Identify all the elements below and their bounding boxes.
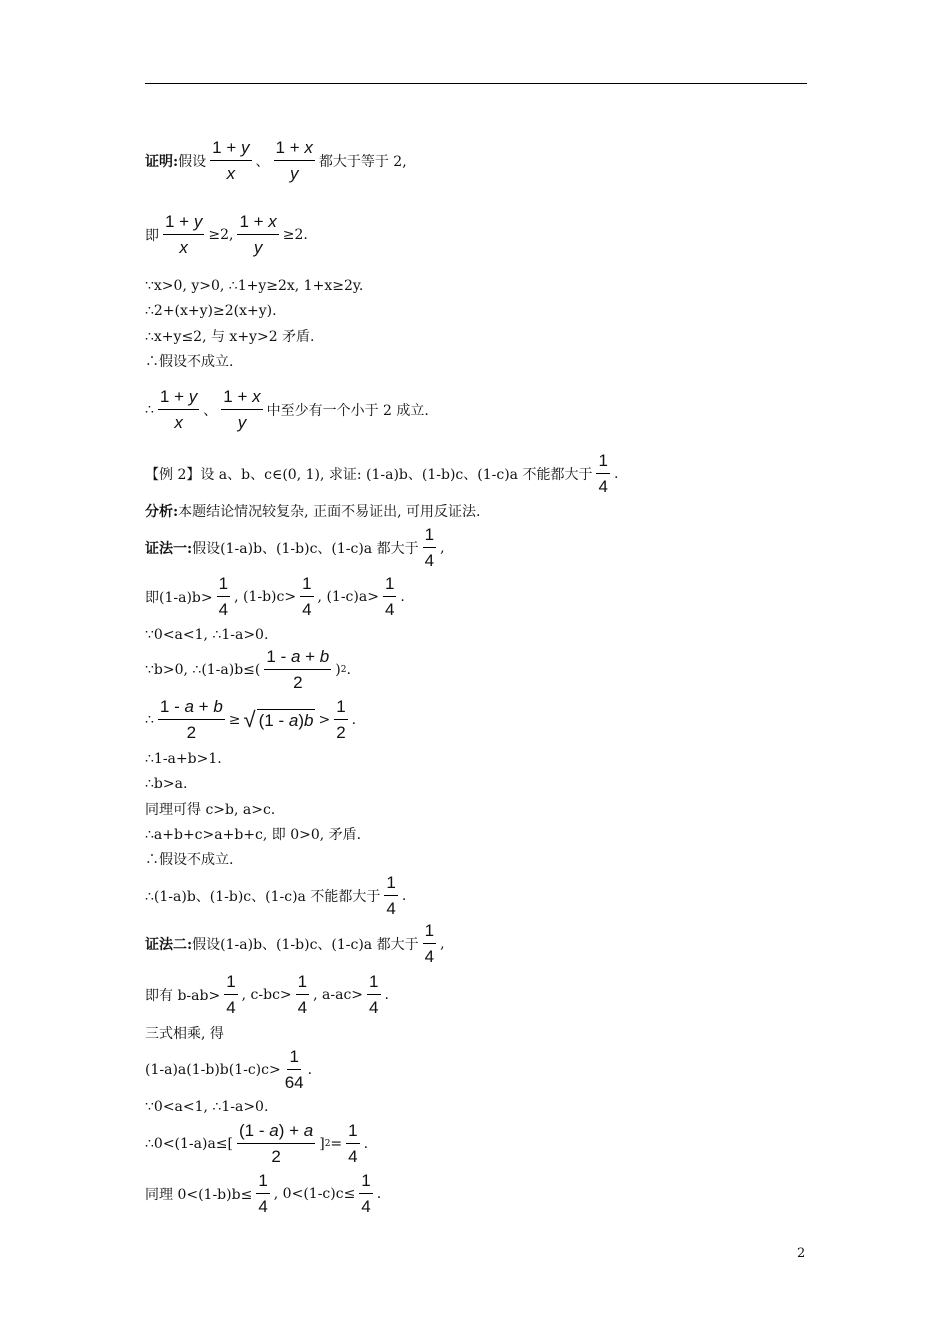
method-1-label: 证法一: [145,541,193,557]
fraction-quarter [383,574,396,619]
frac-den: 2 [271,1147,281,1166]
method-2-assumption [145,922,445,966]
frac-den: 4 [302,600,312,619]
method-2-inequalities [145,973,389,1017]
frac-den: 4 [369,998,379,1017]
frac-num-var: x [252,387,261,407]
similar-bounds-line [145,1172,381,1216]
frac-num-a: 1 - [266,647,291,667]
proof-line: ∵x>0, y>0, ∴1+y≥2x, 1+x≥2y. [145,278,364,294]
frac-den: 4 [361,1197,371,1216]
plus: + [193,697,214,717]
text: ∴ [145,712,154,728]
frac-den: y [237,413,247,432]
text: , a-ac> [313,987,364,1003]
frac-num: 1 [300,574,313,597]
text: . [346,662,351,678]
example-2-statement [145,452,618,496]
superscript: 2 [324,1139,331,1149]
frac-num: 1 [346,1121,359,1144]
frac-num: 1 [423,525,436,548]
text: . [363,1136,369,1152]
text: . [351,712,357,728]
frac-den: y [289,164,299,183]
frac-num-var: x [304,138,313,158]
frac-den: 4 [258,1197,268,1216]
text: . [401,888,407,904]
frac-den: 2 [186,723,197,742]
frac-den: 4 [348,1147,358,1166]
paren: ) [298,711,304,730]
frac-num: 1 [224,972,237,995]
fraction-1ma-plus-a-over-2 [237,1121,315,1166]
frac-num-var: y [193,212,203,232]
fraction-quarter [596,451,609,496]
frac-num: 1 [256,1171,269,1194]
text: 本题结论情况较复杂, 正面不易证出, 可用反证法. [178,504,481,520]
proof-line: ∵0<a<1, ∴1-a>0. [145,627,269,643]
fraction-quarter [346,1121,359,1166]
frac-den: 4 [384,600,395,619]
separator: 、 [255,154,270,170]
method-1-inequalities [145,575,405,619]
plus: + [300,647,320,667]
proof-line: ∴b>a. [145,776,188,792]
frac-num-a: 1 + [239,212,269,232]
frac-den: 4 [386,899,396,918]
fraction-quarter [384,873,397,918]
text: , (1-c)a> [317,589,379,605]
fraction-1-over-64 [285,1047,304,1092]
fraction-1ma-plus-b-over-2 [264,647,331,692]
fraction-quarter [217,574,230,619]
proof-line: ∴a+b+c>a+b+c, 即 0>0, 矛盾. [145,827,362,843]
fraction-quarter [359,1171,372,1216]
frac-num: 1 [383,574,396,597]
text: ≥ [228,712,241,728]
fraction-quarter [296,972,309,1017]
superscript: 2 [340,665,347,675]
text: 假设(1-a)b、(1-b)c、(1-c)a 都大于 [192,937,419,953]
frac-num-var: y [241,138,250,158]
frac-den: 4 [218,600,229,619]
text: 假设(1-a)b、(1-b)c、(1-c)a 都大于 [192,541,419,557]
method-2-bound [145,1122,368,1166]
var-a: a [290,647,301,667]
proof-line: ∴1-a+b>1. [145,751,222,767]
paren-close: ) [278,1121,285,1141]
var-b: b [303,711,314,730]
frac-num: 1 [423,921,436,944]
paren-open: (1 - [239,1121,270,1141]
plus: + [284,1121,304,1141]
var-b: b [319,647,330,667]
frac-num-a: 1 + [159,387,189,407]
text: > [318,712,331,728]
analysis-label: 分析: [145,504,179,520]
fraction-quarter [423,921,436,966]
frac-den: 4 [598,477,608,496]
radical-sign: √ [243,707,256,732]
text: , [440,540,445,556]
text: ∴(1-a)b、(1-b)c、(1-c)a 不能都大于 [145,889,381,905]
frac-den: 4 [297,998,308,1017]
fraction-quarter [367,972,380,1017]
frac-den: 4 [424,551,435,570]
frac-num: 1 [334,697,347,720]
fraction-1px-over-y [221,387,262,432]
frac-num-a: 1 + [275,138,305,158]
var-a: a [269,1121,279,1141]
frac-num-a: 1 + [165,212,194,232]
frac-num: 1 [217,574,230,597]
text: ) [335,662,341,678]
text: , 0<(1-c)c≤ [273,1186,356,1202]
fraction-1ma-plus-b-over-2 [158,697,225,742]
text: ∴0<(1-a)a≤[ [145,1136,233,1152]
method-1-conclusion [145,874,406,918]
product-line [145,1048,312,1092]
text: 即有 b-ab> [145,988,221,1004]
frac-den: 4 [226,998,236,1017]
proof-label: 证明: [145,154,179,170]
text: , c-bc> [241,987,292,1003]
text: ∴ [145,402,154,418]
frac-den: 2 [293,673,303,692]
frac-num: 1 [359,1171,372,1194]
proof-intro-line [145,139,407,183]
method-1-assumption [145,526,445,570]
inequality-line [145,213,308,257]
proof-line: ∴2+(x+y)≥2(x+y). [145,303,277,319]
method-2-label: 证法二: [145,937,193,953]
text: 假设 [178,154,207,170]
fraction-1py-over-x [210,138,251,183]
method-1-sqrt-line [145,698,356,742]
analysis-line [145,500,480,522]
frac-num-var: y [188,387,198,407]
text: ≥2. [282,227,308,243]
text: . [613,466,619,482]
sqrt-arg: (1 - [258,711,289,730]
frac-num-a: 1 + [223,387,253,407]
text: . [400,589,405,605]
frac-num-a: 1 + [212,138,242,158]
text: ] [319,1136,325,1152]
frac-den: y [253,238,263,257]
text: (1-a)a(1-b)b(1-c)c> [145,1062,281,1078]
conclusion-line [145,388,429,432]
square-root [244,707,316,733]
text: 即(1-a)b> [145,590,213,606]
text: ∵b>0, ∴(1-a)b≤( [145,662,261,678]
frac-num-a: 1 - [159,697,185,717]
fraction-1px-over-y [274,138,315,183]
var-b: b [213,697,223,717]
proof-line: ∴假设不成立. [145,852,234,868]
var-a: a [184,697,194,717]
var-a: a [303,1121,314,1141]
text: . [307,1062,313,1078]
method-1-bound [145,648,351,692]
text: 即 [145,228,159,244]
proof-line: 同理可得 c>b, a>c. [145,802,276,818]
fraction-quarter [300,574,313,619]
fraction-quarter [224,972,237,1017]
fraction-1py-over-x [163,212,204,257]
fraction-quarter [423,525,436,570]
frac-num: 1 [296,972,309,995]
frac-den: 4 [424,947,435,966]
fraction-1py-over-x [158,387,199,432]
frac-num: 1 [596,451,609,474]
text: . [376,1186,382,1202]
frac-den: 2 [336,723,346,742]
text: 都大于等于 2, [318,154,407,170]
text: = [330,1136,343,1152]
text: 同理 0<(1-b)b≤ [145,1187,253,1203]
fraction-1px-over-y [237,212,278,257]
header-rule [145,83,807,84]
proof-line: ∵0<a<1, ∴1-a>0. [145,1099,269,1115]
frac-num: 1 [287,1047,300,1070]
fraction-half [334,697,347,742]
separator: 、 [203,403,218,419]
proof-line: ∴假设不成立. [145,354,234,370]
frac-num: 1 [367,972,380,995]
text: 【例 2】设 a、b、c∈(0, 1), 求证: (1-a)b、(1-b)c、(1-c)a 不能都大于 [145,467,593,483]
frac-num: 1 [384,873,397,896]
text: , (1-b)c> [234,589,297,605]
var-a: a [288,711,299,730]
fraction-quarter [256,1171,269,1216]
proof-line: 三式相乘, 得 [145,1026,224,1042]
frac-den: x [226,164,236,183]
page-number: 2 [797,1246,806,1261]
text: 中至少有一个小于 2 成立. [266,403,429,419]
text: . [384,987,389,1003]
proof-line: ∴x+y≤2, 与 x+y>2 矛盾. [145,329,315,345]
frac-den: x [179,238,188,257]
frac-num-var: x [268,212,277,232]
frac-den: x [174,413,183,432]
text: ≥2, [208,227,234,243]
text: , [440,936,445,952]
frac-den: 64 [284,1073,304,1092]
